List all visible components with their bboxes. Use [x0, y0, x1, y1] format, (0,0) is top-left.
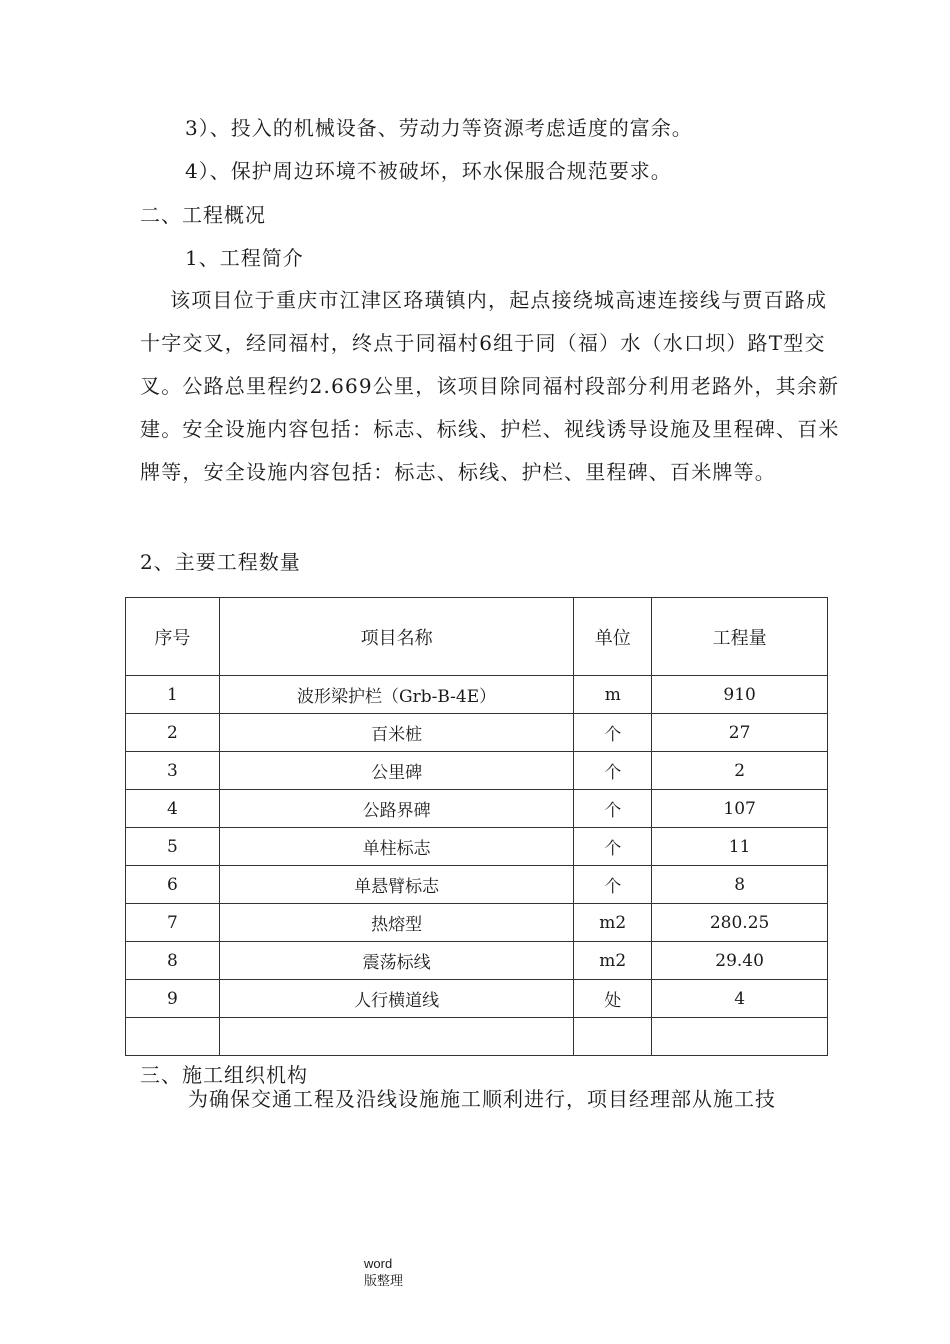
- footer-label: [364, 1255, 403, 1289]
- subheading-2: 2、主要工程数量: [140, 550, 301, 574]
- table-row: [126, 866, 828, 904]
- table-cell: 1: [126, 676, 220, 714]
- table-cell: 7: [126, 904, 220, 942]
- table-cell: 热熔型: [219, 904, 573, 942]
- table-cell: 910: [652, 676, 828, 714]
- table-cell: 个: [574, 828, 652, 866]
- table-cell: 波形梁护栏（Grb-B-4E）: [219, 676, 573, 714]
- table-row: [126, 904, 828, 942]
- table-cell: 人行横道线: [219, 980, 573, 1018]
- table-cell: [574, 1018, 652, 1056]
- table-cell: 8: [126, 942, 220, 980]
- footer-line-2: 版整理: [364, 1273, 404, 1288]
- table-cell: 公路界碑: [219, 790, 573, 828]
- table-cell: 公里碑: [219, 752, 573, 790]
- table-cell: 8: [652, 866, 828, 904]
- header-cell: 工程量: [652, 598, 828, 676]
- section-heading-2: 二、工程概况: [140, 203, 266, 227]
- table-cell: [652, 1018, 828, 1056]
- table-cell: 6: [126, 866, 220, 904]
- intro-paragraph: 该项目位于重庆市江津区珞璜镇内，起点接绕城高速连接线与贾百路成十字交叉，经同福村，终点于同福村6组于同（福）水（水口坝）路T型交叉。公路总里程约2.669公里，该项目除同福村段部分利用老路外，其余新建。安全设施内容包括：标志、标线、护栏、视线诱导设施及里程碑、百米牌等，安全设施内容包括：标志、标线、护栏、里程碑、百米牌等。: [140, 288, 840, 484]
- table-cell: 单悬臂标志: [219, 866, 573, 904]
- table-cell: 个: [574, 714, 652, 752]
- table-cell: 11: [652, 828, 828, 866]
- quantity-table: [125, 597, 828, 1056]
- table-cell: 27: [652, 714, 828, 752]
- subheading-1: 1、工程简介: [185, 246, 304, 270]
- table-cell: m2: [574, 904, 652, 942]
- header-cell: 序号: [126, 598, 220, 676]
- table-cell: 4: [126, 790, 220, 828]
- table-row: [126, 752, 828, 790]
- table-cell: 29.40: [652, 942, 828, 980]
- table-cell: 个: [574, 866, 652, 904]
- table-cell: 280.25: [652, 904, 828, 942]
- table-cell: [219, 1018, 573, 1056]
- table-row: [126, 980, 828, 1018]
- table-cell: 震荡标线: [219, 942, 573, 980]
- footer-line-1: word: [364, 1256, 393, 1271]
- table-cell: 107: [652, 790, 828, 828]
- table-row: [126, 828, 828, 866]
- table-cell: 处: [574, 980, 652, 1018]
- table-row: [126, 714, 828, 752]
- table-cell: m2: [574, 942, 652, 980]
- table-row: [126, 942, 828, 980]
- table-cell: 单柱标志: [219, 828, 573, 866]
- table-cell: 百米桩: [219, 714, 573, 752]
- table-cell: 个: [574, 790, 652, 828]
- header-cell: 单位: [574, 598, 652, 676]
- header-cell: 项目名称: [219, 598, 573, 676]
- section-heading-3: 三、施工组织机构: [140, 1063, 308, 1087]
- table-cell: 9: [126, 980, 220, 1018]
- table-cell: 5: [126, 828, 220, 866]
- table-header-row: [126, 598, 828, 676]
- table-row-empty: [126, 1018, 828, 1056]
- body-paragraph-last: 为确保交通工程及沿线设施施工顺利进行，项目经理部从施工技: [188, 1087, 776, 1111]
- table-row: [126, 676, 828, 714]
- table-row: [126, 790, 828, 828]
- table-cell: 个: [574, 752, 652, 790]
- list-item-4: 4）、保护周边环境不被破坏，环水保服合规范要求。: [185, 159, 672, 183]
- table-cell: m: [574, 676, 652, 714]
- table-cell: 2: [126, 714, 220, 752]
- table-cell: 3: [126, 752, 220, 790]
- table-cell: [126, 1018, 220, 1056]
- table-cell: 4: [652, 980, 828, 1018]
- table-cell: 2: [652, 752, 828, 790]
- list-item-3: 3）、投入的机械设备、劳动力等资源考虑适度的富余。: [185, 116, 693, 140]
